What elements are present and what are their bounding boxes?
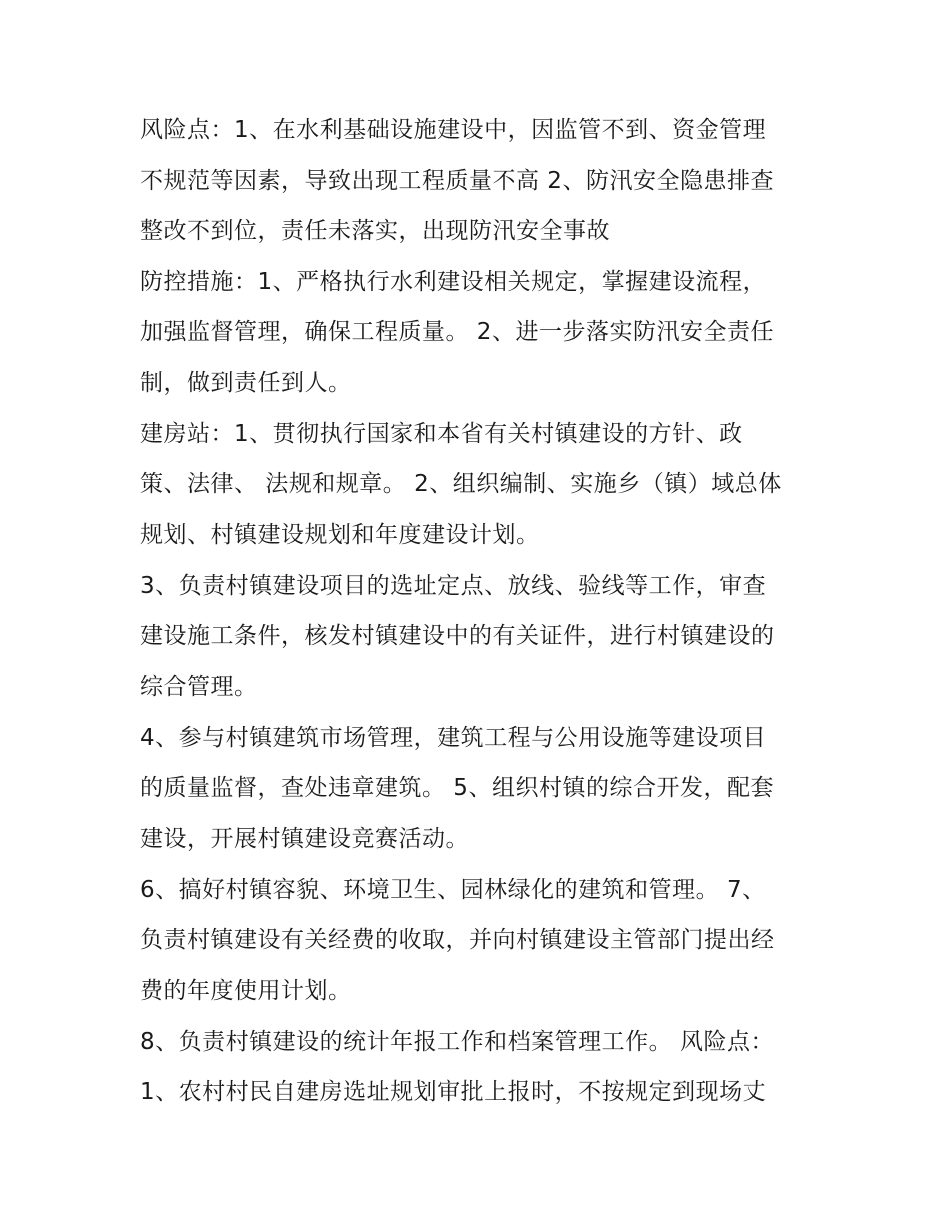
text-line: 建设施工条件，核发村镇建设中的有关证件，进行村镇建设的	[140, 623, 775, 649]
text-line: 防控措施：1、严格执行水利建设相关规定，掌握建设流程，	[140, 269, 767, 295]
text-line: 不规范等因素，导致出现工程质量不高 2、防汛安全隐患排查	[140, 168, 774, 194]
text-line: 负责村镇建设有关经费的收取，并向村镇建设主管部门提出经	[140, 927, 775, 953]
text-line: 建设，开展村镇建设竞赛活动。	[140, 826, 469, 852]
text-line: 规划、村镇建设规划和年度建设计划。	[140, 522, 540, 548]
text-line: 制，做到责任到人。	[140, 370, 352, 396]
text-line: 6、搞好村镇容貌、环境卫生、园林绿化的建筑和管理。 7、	[140, 877, 766, 903]
text-line: 综合管理。	[140, 674, 258, 700]
text-line: 加强监督管理，确保工程质量。 2、进一步落实防汛安全责任	[140, 319, 774, 345]
text-line: 的质量监督，查处违章建筑。 5、组织村镇的综合开发，配套	[140, 775, 774, 801]
text-line: 3、负责村镇建设项目的选址定点、放线、验线等工作，审查	[140, 573, 767, 599]
text-line: 4、参与村镇建筑市场管理，建筑工程与公用设施等建设项目	[140, 725, 767, 751]
text-line: 1、农村村民自建房选址规划审批上报时，不按规定到现场丈	[140, 1079, 767, 1105]
text-line: 策、法律、 法规和规章。 2、组织编制、实施乡（镇）域总体	[140, 471, 782, 497]
text-line: 8、负责村镇建设的统计年报工作和档案管理工作。 风险点：	[140, 1029, 774, 1055]
text-line: 建房站：1、贯彻执行国家和本省有关村镇建设的方针、政	[140, 421, 743, 447]
text-line: 风险点：1、在水利基础设施建设中，因监管不到、资金管理	[140, 117, 767, 143]
text-line: 费的年度使用计划。	[140, 978, 352, 1004]
text-line: 整改不到位，责任未落实，出现防汛安全事故	[140, 218, 610, 244]
